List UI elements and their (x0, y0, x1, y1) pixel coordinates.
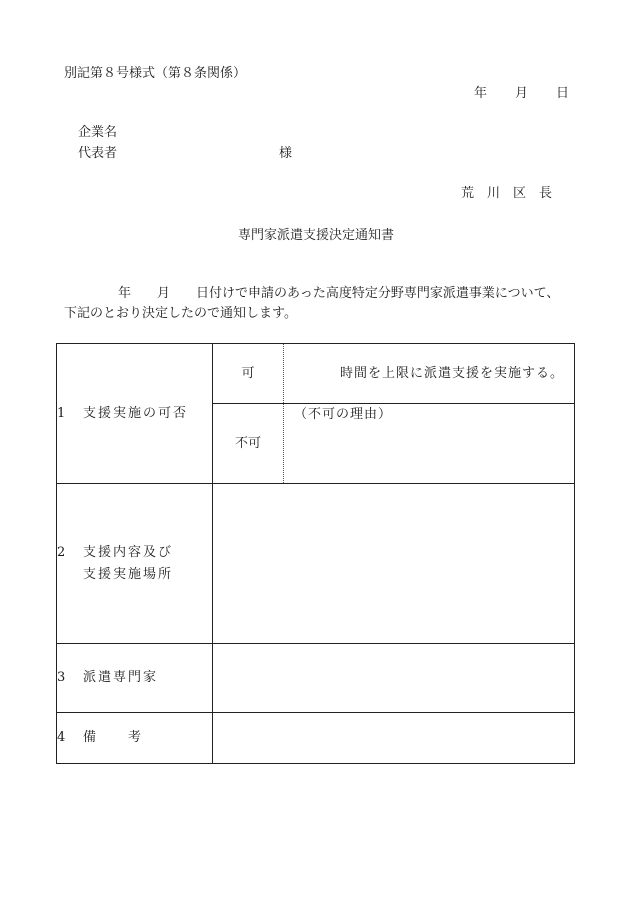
row2-label-line1: 支援内容及び (83, 544, 174, 560)
table-row-1a (57, 344, 575, 404)
honorific-sama: 様 (279, 146, 293, 161)
body-month-label: 月 (157, 286, 171, 301)
approve-text-cell[interactable] (284, 344, 575, 404)
approve-option-label: 可 (241, 365, 255, 381)
company-name-label: 企業名 (78, 125, 118, 140)
date-day-label: 日 (556, 86, 570, 101)
row3-label-cell (57, 644, 213, 713)
date-month-label: 月 (515, 86, 529, 101)
reject-option-label: 不可 (234, 435, 261, 451)
table-row-3 (57, 644, 575, 713)
body-text-line1: 日付けで申請のあった高度特定分野専門家派遣事業について、 (196, 286, 560, 301)
row2-content-cell[interactable] (213, 484, 575, 644)
row4-number: 4 (57, 730, 68, 745)
approve-text: 時間を上限に派遣支援を実施する。 (339, 365, 564, 381)
representative-label: 代表者 (78, 146, 118, 161)
table-row-2 (57, 484, 575, 644)
row1-label-cell (57, 344, 213, 484)
row3-content-cell[interactable] (213, 644, 575, 713)
row4-label-cell (57, 713, 213, 764)
row2-label-line2: 支援実施場所 (83, 566, 174, 582)
row2-label-cell (57, 484, 213, 644)
row1-label: 支援実施の可否 (83, 405, 189, 421)
date-year-label: 年 (474, 86, 488, 101)
row3-number: 3 (57, 670, 68, 685)
body-year-label: 年 (118, 286, 132, 301)
table-row-4 (57, 713, 575, 764)
approve-option-cell[interactable] (213, 344, 284, 404)
row1-number: 1 (57, 405, 68, 421)
reject-option-cell[interactable] (213, 404, 284, 484)
issuer-name: 荒 川 区 長 (461, 186, 553, 201)
document-title: 専門家派遣支援決定通知書 (238, 228, 395, 243)
row3-label: 派遣専門家 (83, 670, 159, 685)
reject-reason-label: （不可の理由） (294, 407, 393, 422)
decision-table (56, 343, 575, 764)
form-number: 別記第８号様式（第８条関係） (64, 66, 247, 81)
body-text-line2: 下記のとおり決定したので通知します。 (64, 306, 297, 321)
row4-label: 備 考 (83, 730, 144, 745)
row4-content-cell[interactable] (213, 713, 575, 764)
reject-reason-cell[interactable] (284, 404, 575, 484)
row2-number: 2 (57, 544, 68, 560)
